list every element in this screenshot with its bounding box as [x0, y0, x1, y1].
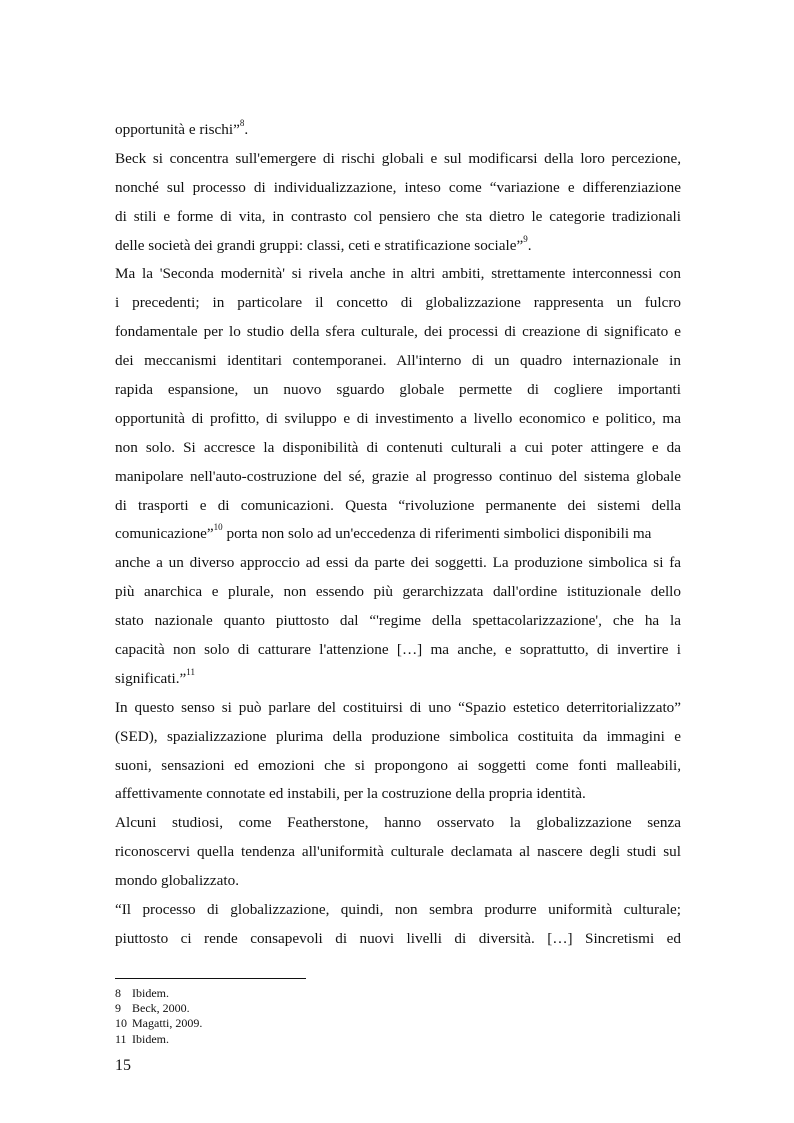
text-line: Ma la 'Seconda modernità' si rivela anche in altri ambiti, strettamente interconnessi con	[115, 265, 681, 283]
text-line: affettivamente connotate ed instabili, per la costruzione della propria identità.	[115, 785, 586, 803]
footnote-ref[interactable]: 11	[186, 666, 195, 677]
text-line: (SED), spazializzazione plurima della produzione simbolica costituita da immagini e	[115, 727, 681, 745]
text-line: rapida espansione, un nuovo sguardo globale permette di cogliere importanti	[115, 381, 681, 399]
text-line: piuttosto ci rende consapevoli di nuovi livelli di diversità. […] Sincretismi ed	[115, 929, 681, 947]
text-line: suoni, sensazioni ed emozioni che si propongono ai soggetti come fonti malleabili,	[115, 756, 681, 774]
text-line: capacità non solo di catturare l'attenzione […] ma anche, e soprattutto, di invertire i	[115, 641, 681, 659]
text-line: significati.”$^{11}$	[115, 666, 195, 687]
text-line: Alcuni studiosi, come Featherstone, hanno osservato la globalizzazione senza	[115, 814, 681, 832]
footnotes	[115, 986, 202, 1047]
text-line: comunicazione”$^{10}$ porta non solo ad un'eccedenza di riferimenti simbolici disponibili ma	[115, 522, 652, 543]
text-line: Beck si concentra sull'emergere di rischi globali e sul modificarsi della loro percezione,	[115, 149, 681, 167]
footnote-ref[interactable]: 9	[523, 233, 528, 244]
footnote-text: Beck, 2000.	[132, 1001, 190, 1016]
footnote-separator	[115, 978, 306, 979]
text-line: opportunità e rischi”$^8$.	[115, 118, 249, 138]
footnote	[115, 1032, 202, 1047]
text-line: di stili e forme di vita, in contrasto col pensiero che sta dietro le categorie tradizionali	[115, 207, 681, 225]
footnote-number: 9	[115, 1001, 121, 1016]
footnote-number: 11	[115, 1031, 127, 1046]
text-line: opportunità di profitto, di sviluppo e di investimento a livello economico e politico, ma	[115, 409, 681, 427]
body-text	[115, 116, 681, 954]
footnote-ref[interactable]: 10	[213, 522, 223, 533]
page-number: 15	[115, 1057, 131, 1074]
text-line: manipolare nell'auto-costruzione del sé, grazie al progresso continuo del sistema globale	[115, 467, 681, 485]
text-line: più anarchica e plurale, non essendo più gerarchizzata dall'ordine istituzionale dello	[115, 583, 681, 601]
text-line: delle società dei grandi gruppi: classi, ceti e stratificazione sociale”$^9$.	[115, 233, 532, 254]
footnote-number: 10	[115, 1016, 127, 1031]
text-line: riconoscervi quella tendenza all'uniformità culturale declamata al nascere degli studi sul	[115, 843, 681, 861]
footnote-text: Ibidem.	[132, 986, 169, 1000]
text-line: nonché sul processo di individualizzazione, inteso come “variazione e differenziazione	[115, 178, 681, 196]
footnote-ref[interactable]: 8	[239, 118, 245, 128]
footnote-number: 8	[115, 986, 121, 1000]
text-line: dei meccanismi identitari contemporanei. All'interno di un quadro internazionale in	[115, 352, 681, 370]
text-line: di trasporti e di comunicazioni. Questa “rivoluzione permanente dei sistemi della	[115, 496, 681, 514]
footnote	[115, 1016, 202, 1031]
footnote-text: Magatti, 2009.	[132, 1016, 203, 1031]
text-line: In questo senso si può parlare del costituirsi di uno “Spazio estetico deterritorializzato”	[115, 698, 681, 716]
footnote	[115, 1001, 202, 1016]
text-line: fondamentale per lo studio della sfera culturale, dei processi di creazione di significato e	[115, 323, 681, 341]
footnote-text: Ibidem.	[132, 1031, 169, 1046]
text-line: i precedenti; in particolare il concetto di globalizzazione rappresenta un fulcro	[115, 294, 681, 312]
text-line: “Il processo di globalizzazione, quindi, non sembra produrre uniformità culturale;	[115, 901, 681, 919]
text-line: non solo. Si accresce la disponibilità di contenuti culturali a cui poter attingere e da	[115, 438, 681, 456]
text-line: anche a un diverso approccio ad essi da parte dei soggetti. La produzione simbolica si fa	[115, 554, 681, 572]
text-line: mondo globalizzato.	[115, 872, 239, 890]
footnote	[115, 986, 202, 1001]
text-line: stato nazionale quanto piuttosto dal “'regime della spettacolarizzazione', che ha la	[115, 612, 681, 630]
